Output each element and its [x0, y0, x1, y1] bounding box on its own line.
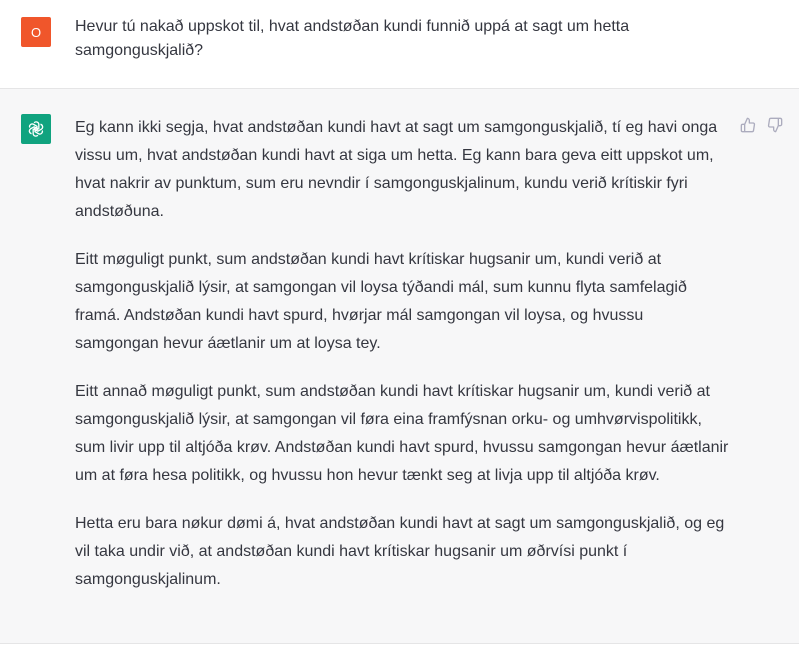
thumbs-down-button[interactable]: [766, 116, 784, 134]
thumbs-up-icon: [740, 117, 756, 133]
openai-logo-icon: [26, 119, 46, 139]
thumbs-up-button[interactable]: [739, 116, 757, 134]
user-avatar: [21, 17, 51, 47]
assistant-message-body: [75, 114, 730, 614]
assistant-paragraph: Eg kann ikki segja, hvat andstøðan kundi havt at sagt um samgonguskjalið, tí eg havi onga vissu um, hvat andstøðan kundi havt at siga um hetta. Eg kann bara geva eitt uppskot um, hvat nakrir av punktum, sum eru nevndir í samgonguskjalinum, kundu verið krítiskir fyri andstøðuna.: [75, 119, 718, 220]
assistant-message-row: [0, 89, 799, 644]
assistant-avatar: [21, 114, 51, 144]
assistant-paragraph: Hetta eru bara nøkur dømi á, hvat andstøðan kundi havt at sagt um samgonguskjalið, og eg vil taka undir við, at andstøðan kundi havt krítiskar hugsanir um øðrvísi punkt í samgonguskjalinum.: [75, 515, 725, 588]
user-message-row: [0, 0, 799, 89]
user-message-text: Hevur tú nakað uppskot til, hvat andstøðan kundi funnið uppá at sagt um hetta samgonguskjalið?: [75, 18, 630, 59]
thumbs-down-icon: [767, 117, 783, 133]
assistant-paragraph: Eitt møguligt punkt, sum andstøðan kundi havt krítiskar hugsanir um, kundi verið at samgonguskjalið lýsir, at samgongan vil loysa týðandi mál, sum kunnu flyta samfelagið framá. Andstøðan kundi havt spurd, hvørjar mál samgongan vil loysa, og hvussu samgongan hevur áætlanir um at loysa tey.: [75, 251, 687, 352]
assistant-paragraph: Eitt annað møguligt punkt, sum andstøðan kundi havt krítiskar hugsanir um, kundi verið at samgonguskjalið lýsir, at samgongan vil føra eina framfýsnan orku- og umhvørvispolitikk, sum livir upp til altjóða krøv. Andstøðan kundi havt spurd, hvussu samgongan hevur áætlanir um at føra hesa politikk, og hvussu hon hevur tænkt seg at livja upp til altjóða krøv.: [75, 383, 729, 484]
user-avatar-initial: O: [30, 24, 42, 40]
